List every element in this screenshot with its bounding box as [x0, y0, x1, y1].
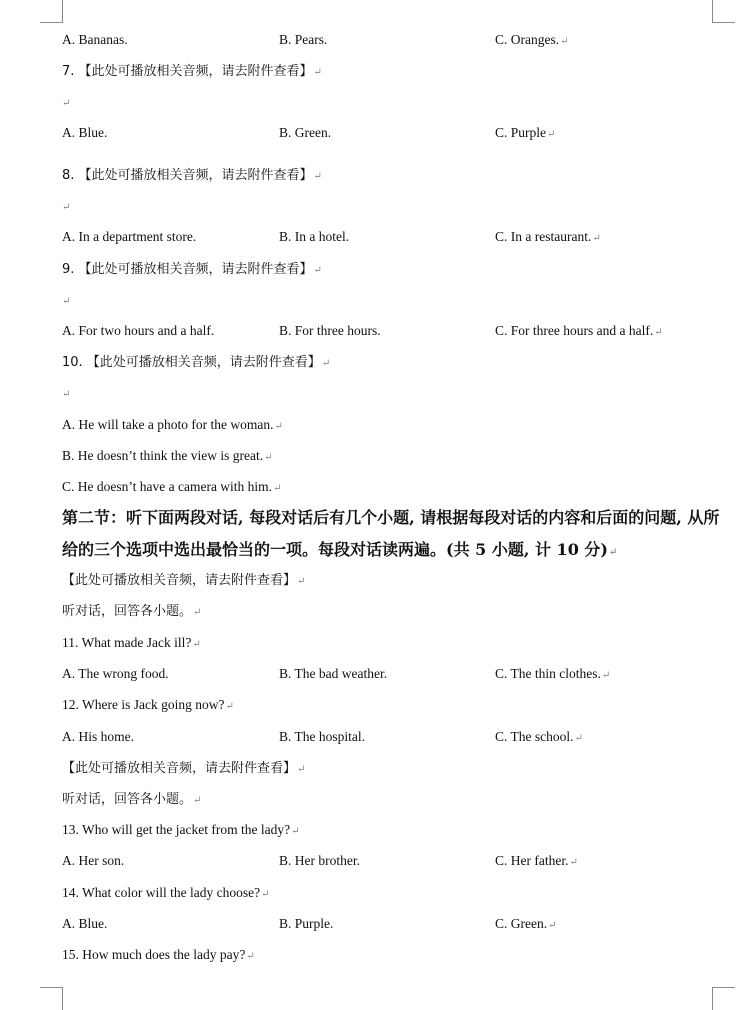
page-corner-mark-bottom-right — [712, 987, 735, 1010]
paragraph-mark-icon: ↵ — [548, 920, 557, 931]
paragraph-mark-icon: ↵ — [313, 171, 322, 182]
text-line — [62, 61, 322, 81]
option-a: A. His home. — [62, 729, 134, 744]
option-c: C. Her father.↵ — [495, 853, 578, 868]
section-heading — [62, 502, 722, 569]
line-text: 听对话，回答各小题。 — [62, 792, 193, 807]
option-b: B. In a hotel. — [279, 229, 350, 244]
option-a: A. Her son. — [62, 853, 125, 868]
paragraph-mark-icon: ↵ — [274, 421, 283, 432]
paragraph-mark-icon: ↵ — [246, 951, 255, 962]
page-corner-mark-bottom-left — [40, 987, 63, 1010]
option-b: B. Pears. — [279, 32, 328, 47]
paragraph-mark-icon: ↵ — [608, 547, 618, 558]
option-b: B. The hospital. — [279, 729, 365, 744]
text-line — [62, 945, 255, 965]
option-b: B. For three hours. — [279, 323, 381, 338]
paragraph-mark-icon: ↵ — [297, 576, 306, 587]
text-line — [62, 695, 234, 715]
paragraph-mark-icon: ↵ — [192, 639, 201, 650]
line-text: 11. What made Jack ill? — [62, 635, 192, 650]
paragraph-mark-icon: ↵ — [297, 764, 306, 775]
empty-paragraph — [62, 290, 70, 310]
empty-paragraph — [62, 92, 70, 112]
line-text: 【此处可播放相关音频，请去附件查看】 — [62, 761, 297, 776]
line-text: B. He doesn’t think the view is great. — [62, 448, 264, 463]
paragraph-mark-icon: ↵ — [574, 733, 583, 744]
option-c: C. Oranges.↵ — [495, 32, 569, 47]
paragraph-mark-icon: ↵ — [313, 67, 322, 78]
option-a: A. Blue. — [62, 916, 108, 931]
line-text: 13. Who will get the jacket from the lady? — [62, 822, 291, 837]
text-line — [62, 758, 305, 778]
paragraph-mark-icon: ↵ — [62, 98, 71, 109]
paragraph-mark-icon: ↵ — [547, 129, 556, 140]
line-text: A. He will take a photo for the woman. — [62, 417, 274, 432]
text-line — [62, 165, 322, 185]
option-a: A. Bananas. — [62, 32, 128, 47]
text-line — [62, 570, 305, 590]
text-line — [62, 633, 201, 653]
paragraph-mark-icon: ↵ — [225, 701, 234, 712]
text-line — [62, 883, 269, 903]
text-line — [62, 601, 201, 621]
option-b: B. Purple. — [279, 916, 334, 931]
paragraph-mark-icon: ↵ — [193, 607, 202, 618]
option-a: A. Blue. — [62, 125, 108, 140]
text-line — [62, 820, 299, 840]
paragraph-mark-icon: ↵ — [321, 358, 331, 369]
text-line — [62, 789, 201, 809]
empty-paragraph — [62, 383, 70, 403]
paragraph-mark-icon: ↵ — [62, 202, 71, 213]
option-c: C. Purple↵ — [495, 125, 556, 140]
line-text: 【此处可播放相关音频，请去附件查看】 — [62, 573, 297, 588]
option-a: A. For two hours and a half. — [62, 323, 215, 338]
text-line — [62, 352, 330, 372]
option-a: A. In a department store. — [62, 229, 197, 244]
option-c: C. The thin clothes.↵ — [495, 666, 611, 681]
paragraph-mark-icon: ↵ — [193, 795, 202, 806]
line-text: 9. 【此处可播放相关音频，请去附件查看】 — [62, 262, 313, 277]
paragraph-mark-icon: ↵ — [313, 265, 322, 276]
option-b: B. Her brother. — [279, 853, 360, 868]
paragraph-mark-icon: ↵ — [569, 857, 578, 868]
text-line — [62, 259, 322, 279]
line-text: 12. Where is Jack going now? — [62, 697, 225, 712]
option-c: C. For three hours and a half.↵ — [495, 323, 663, 338]
line-text: 7. 【此处可播放相关音频，请去附件查看】 — [62, 64, 313, 79]
paragraph-mark-icon: ↵ — [62, 389, 71, 400]
page-corner-mark-top-left — [40, 0, 63, 23]
line-text: C. He doesn’t have a camera with him. — [62, 479, 273, 494]
paragraph-mark-icon: ↵ — [560, 36, 569, 47]
paragraph-mark-icon: ↵ — [601, 670, 611, 681]
paragraph-mark-icon: ↵ — [273, 483, 282, 494]
line-text: 8. 【此处可播放相关音频，请去附件查看】 — [62, 168, 313, 183]
empty-paragraph — [62, 196, 70, 216]
option-c: C. Green.↵ — [495, 916, 557, 931]
paragraph-mark-icon: ↵ — [261, 889, 270, 900]
line-text: 14. What color will the lady choose? — [62, 885, 261, 900]
paragraph-mark-icon: ↵ — [62, 296, 71, 307]
text-line — [62, 477, 281, 497]
line-text: 10. 【此处可播放相关音频，请去附件查看】 — [62, 355, 321, 370]
paragraph-mark-icon: ↵ — [264, 452, 273, 463]
line-text: 15. How much does the lady pay? — [62, 947, 246, 962]
paragraph-mark-icon: ↵ — [592, 233, 601, 244]
paragraph-mark-icon: ↵ — [654, 327, 663, 338]
option-b: B. The bad weather. — [279, 666, 388, 681]
section-heading-text: 第二节：听下面两段对话, 每段对话后有几个小题, 请根据每段对话的内容和后面的问题, 从所给的三个选项中选出最恰当的一项。每段对话读两遍。(共 5 小题, 计 10 分) — [62, 508, 720, 559]
paragraph-mark-icon: ↵ — [291, 826, 300, 837]
option-c: C. The school.↵ — [495, 729, 583, 744]
option-a: A. The wrong food. — [62, 666, 169, 681]
text-line — [62, 446, 272, 466]
line-text: 听对话，回答各小题。 — [62, 604, 193, 619]
text-line — [62, 415, 283, 435]
option-c: C. In a restaurant.↵ — [495, 229, 601, 244]
option-b: B. Green. — [279, 125, 332, 140]
page-corner-mark-top-right — [712, 0, 735, 23]
